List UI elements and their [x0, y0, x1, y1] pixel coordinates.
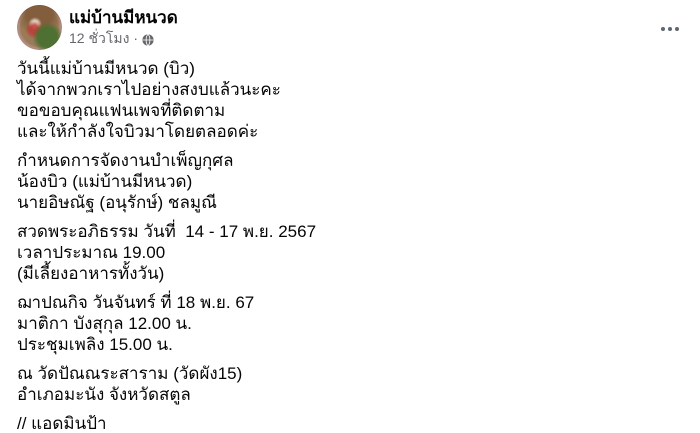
- meta-separator: ·: [133, 30, 139, 46]
- post-paragraph: [17, 221, 683, 284]
- post-paragraph: [17, 150, 683, 213]
- post-text-line: ได้จากพวกเราไปอย่างสงบแล้วนะคะ: [17, 80, 281, 99]
- post-text-line: วันนี้แม่บ้านมีหนวด (บิว): [17, 59, 195, 78]
- globe-icon: [142, 33, 154, 45]
- post-header-text: [69, 5, 684, 47]
- post-paragraph: [17, 292, 683, 355]
- post-text-line: ประชุมเพลิง 15.00 น.: [17, 335, 173, 354]
- post-meta: [69, 30, 684, 47]
- post-header: [0, 0, 700, 53]
- post-text-line: ฌาปณกิจ วันจันทร์ ที่ 18 พ.ย. 67: [17, 293, 255, 312]
- post-text-line: กำหนดการจัดงานบำเพ็ญกุศล: [17, 151, 234, 170]
- post-text-line: สวดพระอภิธรรม วันที่ 14 - 17 พ.ย. 2567: [17, 222, 317, 241]
- post-text-line: // แอดมินป้า: [17, 414, 107, 433]
- post-text-line: และให้กำลังใจบิวมาโดยตลอดค่ะ: [17, 122, 259, 141]
- post-text-line: น้องบิว (แม่บ้านมีหนวด): [17, 172, 193, 191]
- more-dot: [675, 27, 679, 31]
- post-text-line: นายอิษณัฐ (อนุรักษ์) ชลมูณี: [17, 193, 217, 212]
- post-timestamp[interactable]: 12 ชั่วโมง: [69, 30, 130, 46]
- post-text-line: ณ วัดปัณณระสาราม (วัดผัง15): [17, 364, 243, 383]
- more-dot: [661, 27, 665, 31]
- post-text-line: อำเภอมะนัง จังหวัดสตูล: [17, 385, 191, 404]
- post-paragraph: [17, 58, 683, 142]
- post-text-line: (มีเลี้ยงอาหารทั้งวัน): [17, 264, 165, 283]
- post-text-line: เวลาประมาณ 19.00: [17, 243, 166, 262]
- post-paragraph: [17, 413, 683, 433]
- post-text-line: ขอขอบคุณแฟนเพจที่ติดตาม: [17, 101, 226, 120]
- page-name[interactable]: แม่บ้านมีหนวด: [69, 8, 178, 27]
- avatar[interactable]: [17, 5, 62, 50]
- post-body: [0, 53, 700, 433]
- post-text-line: มาติกา บังสุกุล 12.00 น.: [17, 314, 192, 333]
- more-dot: [668, 27, 672, 31]
- post-paragraph: [17, 363, 683, 405]
- more-options-button[interactable]: [654, 17, 686, 41]
